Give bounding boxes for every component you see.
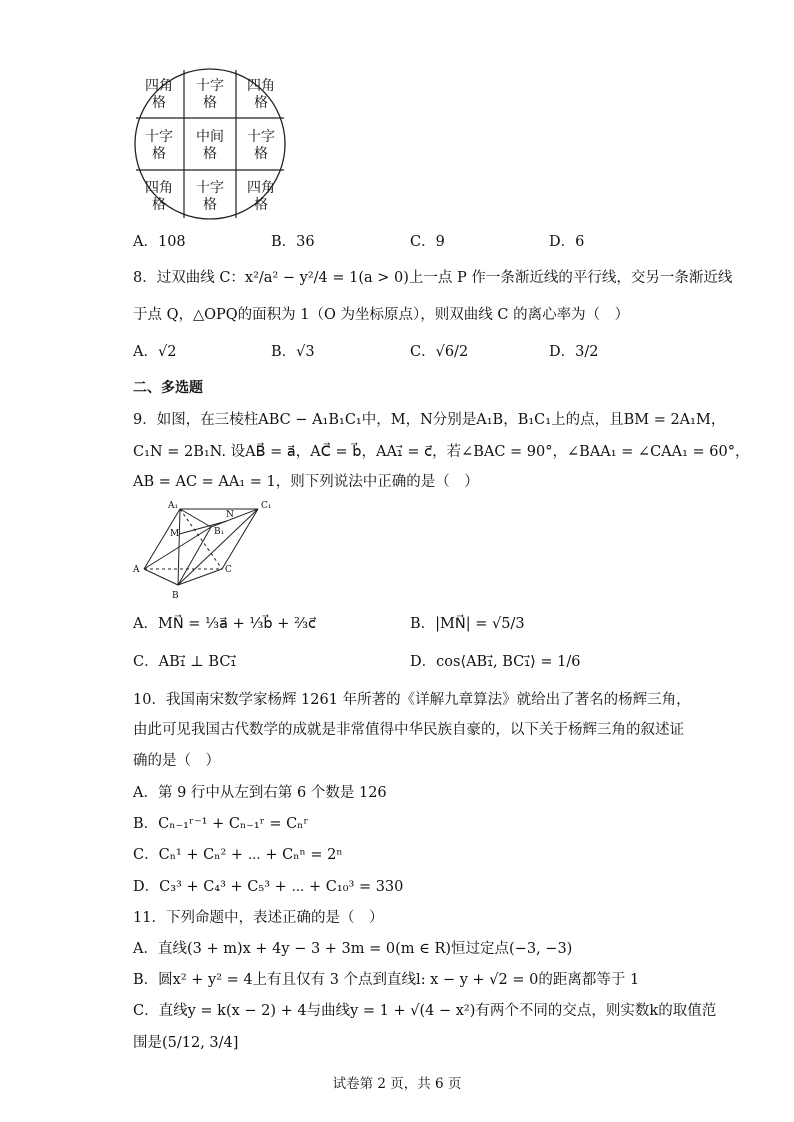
grid-cell-label: 十字格 <box>196 78 224 111</box>
q8-option-b: B．√3 <box>271 344 315 360</box>
q7-option-a: A．108 <box>133 234 186 250</box>
q8-line-2: 于点 Q，△OPQ的面积为 1（O 为坐标原点），则双曲线 C 的离心率为（ ） <box>133 307 630 323</box>
label-m: M <box>170 529 180 539</box>
q10-option-d: D．C₃³ + C₄³ + C₅³ + ⋯ + C₁₀³ = 330 <box>133 879 404 895</box>
section-heading: 二、多选题 <box>133 380 203 396</box>
q9-option-c: C．AB₁⃗ ⊥ BC₁⃗ <box>133 654 237 670</box>
grid-cell-label: 十字格 <box>145 129 173 162</box>
grid-cell-label: 四角格 <box>247 78 275 111</box>
label-c: C <box>225 565 232 575</box>
q9-option-a: A．MN⃗ = ⅓a⃗ + ⅓b⃗ + ⅔c⃗ <box>133 616 316 632</box>
label-a1: A₁ <box>168 501 179 511</box>
q11-line-1: 11．下列命题中，表述正确的是（ ） <box>133 910 384 926</box>
q7-option-b: B．36 <box>271 234 315 250</box>
q8-option-d: D．3/2 <box>549 344 599 360</box>
q9-option-b: B．|MN⃗| = √5/3 <box>410 616 525 632</box>
q9-line-2: C₁N = 2B₁N. 设AB⃗ = a⃗，AC⃗ = b⃗，AA₁⃗ = c⃗，若∠BAC = 90°，∠BAA₁ = ∠CAA₁ = 60°， <box>133 444 750 460</box>
q11-option-c: C．直线y = k(x − 2) + 4与曲线y = 1 + √(4 − x²)有两个不同的交点，则实数k的取值范 <box>133 1003 717 1019</box>
q11-option-b: B．圆x² + y² = 4上有且仅有 3 个点到直线l: x − y + √2 = 0的距离都等于 1 <box>133 972 640 988</box>
grid-cell-label: 四角格 <box>145 78 173 111</box>
label-a: A <box>133 565 140 575</box>
q11-option-c-continued: 围是(5/12, 3/4] <box>133 1035 239 1051</box>
q7-option-d: D．6 <box>549 234 585 250</box>
q8-option-a: A．√2 <box>133 344 177 360</box>
label-n: N <box>226 510 234 520</box>
grid-cell-label: 四角格 <box>247 180 275 213</box>
page-footer: 试卷第 2 页，共 6 页 <box>332 1076 462 1092</box>
q8-option-c: C．√6/2 <box>410 344 469 360</box>
q11-option-a: A．直线(3 + m)x + 4y − 3 + 3m = 0(m ∈ R)恒过定点(−3, −3) <box>133 941 573 957</box>
grid-cell-label: 四角格 <box>145 180 173 213</box>
q10-option-a: A．第 9 行中从左到右第 6 个数是 126 <box>133 785 387 801</box>
q9-line-1: 9．如图，在三棱柱ABC − A₁B₁C₁中，M，N分别是A₁B，B₁C₁上的点，且BM = 2A₁M， <box>133 412 726 428</box>
label-b1: B₁ <box>214 527 225 537</box>
q10-option-c: C．Cₙ¹ + Cₙ² + ⋯ + Cₙⁿ = 2ⁿ <box>133 847 343 863</box>
grid-cell-label: 中间格 <box>196 129 224 162</box>
q10-line-3: 确的是（ ） <box>133 753 220 769</box>
grid-cell-label: 十字格 <box>247 129 275 162</box>
q8-line-1: 8．过双曲线 C：x²/a² − y²/4 = 1(a > 0)上一点 P 作一条渐近线的平行线，交另一条渐近线 <box>133 270 733 286</box>
q9-line-3: AB = AC = AA₁ = 1，则下列说法中正确的是（ ） <box>133 474 479 490</box>
label-b: B <box>172 591 179 601</box>
q7-option-c: C．9 <box>410 234 445 250</box>
label-c1: C₁ <box>261 501 272 511</box>
grid-circle-figure <box>130 64 290 224</box>
grid-cell-label: 十字格 <box>196 180 224 213</box>
q9-option-d: D．cos⟨AB₁⃗, BC₁⃗⟩ = 1/6 <box>410 654 581 670</box>
q10-line-1: 10．我国南宋数学家杨辉 1261 年所著的《详解九章算法》就给出了著名的杨辉三角， <box>133 692 691 708</box>
q10-option-b: B．Cₙ₋₁ʳ⁻¹ + Cₙ₋₁ʳ = Cₙʳ <box>133 816 309 832</box>
q10-line-2: 由此可见我国古代数学的成就是非常值得中华民族自豪的，以下关于杨辉三角的叙述证 <box>133 722 684 738</box>
prism-figure <box>128 496 278 602</box>
